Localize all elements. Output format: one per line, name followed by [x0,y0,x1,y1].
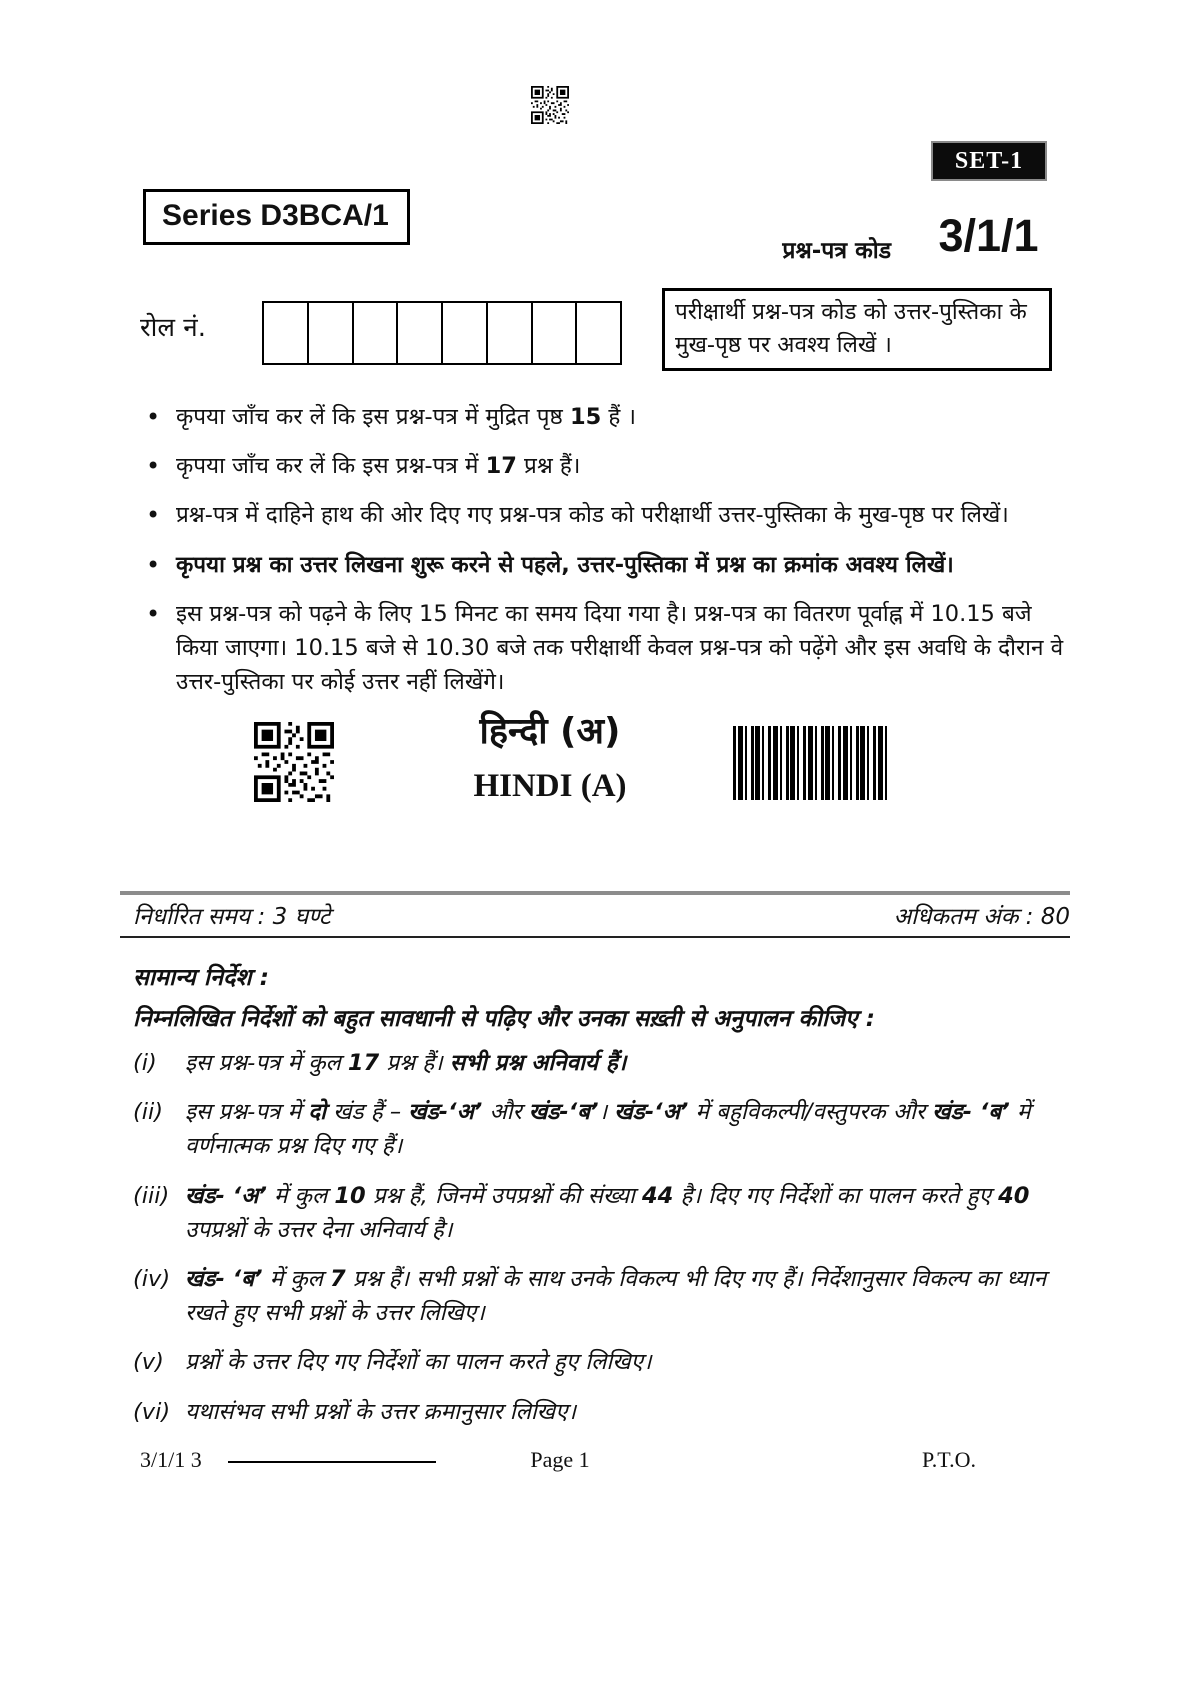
roll-number-cell[interactable] [575,301,622,365]
subject-title-block [330,711,770,805]
instruction-item [133,1345,1073,1379]
instruction-number: (vi) [133,1398,171,1425]
instruction-item [133,1179,1073,1247]
time-allowed: निर्धारित समय : 3 घण्टे [133,904,331,930]
instruction-text: प्रश्नों के उत्तर दिए गए निर्देशों का पालन करते हुए लिखिए। [185,1349,652,1376]
roll-number-boxes [262,301,622,365]
roll-number-cell[interactable] [352,301,399,365]
instruction-item [133,1046,1073,1080]
instruction-item [133,1262,1073,1330]
qr-code-top [531,86,569,124]
notice-item: • इस प्रश्न-पत्र को पढ़ने के लिए 15 मिनट का समय दिया गया है। प्रश्न-पत्र का वितरण पूर्वाह्न में 10.15 बजे किया जाएगा। 10.15 बजे से 10.30 बजे तक परीक्षार्थी केवल प्रश्न-पत्र को पढ़ेंगे और इस अवधि के दौरान वे उत्तर-पुस्तिका पर कोई उत्तर नहीं लिखेंगे। [140,597,1065,700]
series-code-box: Series D3BCA/1 [143,189,410,245]
candidate-code-note-box: परीक्षार्थी प्रश्न-पत्र कोड को उत्तर-पुस्तिका के मुख-पृष्ठ पर अवश्य लिखें । [662,288,1052,371]
divider-bottom [120,936,1070,938]
instruction-text: खंड- ‘अ’ में कुल 10 प्रश्न हैं, जिनमें उपप्रश्नों की संख्या 44 है। दिए गए निर्देशों का पालन करते हुए 40 उपप्रश्नों के उत्तर देना अनिवार्य है। [185,1182,1030,1243]
notice-item: • प्रश्न-पत्र में दाहिने हाथ की ओर दिए गए प्रश्न-पत्र कोड को परीक्षार्थी उत्तर-पुस्तिका के मुख-पृष्ठ पर लिखें। [140,498,1065,532]
notice-item: • कृपया जाँच कर लें कि इस प्रश्न-पत्र में मुद्रित पृष्ठ 15 हैं । [140,400,1065,434]
paper-code-label: प्रश्न-पत्र कोड [782,238,891,264]
footer-paper-code: 3/1/1 3 [140,1447,202,1472]
roll-number-cell[interactable] [531,301,578,365]
notices-list [140,400,1065,714]
general-instructions-subheading: निम्नलिखित निर्देशों को बहुत सावधानी से पढ़िए और उनका सख़्ती से अनुपालन कीजिए : [133,1006,875,1032]
roll-number-cell[interactable] [307,301,354,365]
instruction-text: इस प्रश्न-पत्र में कुल 17 प्रश्न हैं। सभी प्रश्न अनिवार्य हैं। [185,1050,627,1076]
instruction-number: (ii) [133,1099,164,1126]
notice-item: • कृपया जाँच कर लें कि इस प्रश्न-पत्र में 17 प्रश्न हैं। [140,449,1065,483]
instruction-number: (v) [133,1349,164,1376]
footer-pto: P.T.O. [922,1447,976,1472]
divider-top [120,891,1070,895]
instruction-text: यथासंभव सभी प्रश्नों के उत्तर क्रमानुसार लिखिए। [185,1398,577,1425]
general-instructions-list [133,1046,1073,1444]
subject-title-english: HINDI (A) [473,768,627,804]
roll-number-cell[interactable] [486,301,533,365]
qr-code-subject [254,722,334,802]
roll-number-cell[interactable] [396,301,443,365]
instruction-number: (iii) [133,1182,170,1209]
notice-item: • कृपया प्रश्न का उत्तर लिखना शुरू करने से पहले, उत्तर-पुस्तिका में प्रश्न का क्रमांक अवश्य लिखें। [140,548,1065,582]
set-badge: SET-1 [933,143,1045,179]
time-marks-row [133,899,1070,931]
roll-number-cell[interactable] [441,301,488,365]
instruction-item [133,1395,1073,1429]
roll-number-cell[interactable] [262,301,309,365]
subject-title-hindi: हिन्दी (अ) [479,711,621,752]
paper-code-value: 3/1/1 [938,210,1039,261]
instruction-number: (iv) [133,1265,171,1292]
maximum-marks: अधिकतम अंक : 80 [893,904,1070,930]
instruction-text: इस प्रश्न-पत्र में दो खंड हैं – खंड-‘अ’ और खंड-‘ब’। खंड-‘अ’ में बहुविकल्पी/वस्तुपरक और खंड- ‘ब’ में वर्णनात्मक प्रश्न दिए गए हैं। [185,1099,1031,1160]
barcode [733,726,891,800]
footer-page-number: Page 1 [530,1447,590,1472]
footer-divider-line [228,1461,436,1463]
instruction-text: खंड- ‘ब’ में कुल 7 प्रश्न हैं। सभी प्रश्नों के साथ उनके विकल्प भी दिए गए हैं। निर्देशानुसार विकल्प का ध्यान रखते हुए सभी प्रश्नों के उत्तर लिखिए। [185,1265,1047,1327]
roll-number-label: रोल नं. [140,313,206,343]
general-instructions-heading: सामान्य निर्देश : [133,963,270,991]
instruction-item [133,1095,1073,1163]
instruction-number: (i) [133,1050,157,1076]
